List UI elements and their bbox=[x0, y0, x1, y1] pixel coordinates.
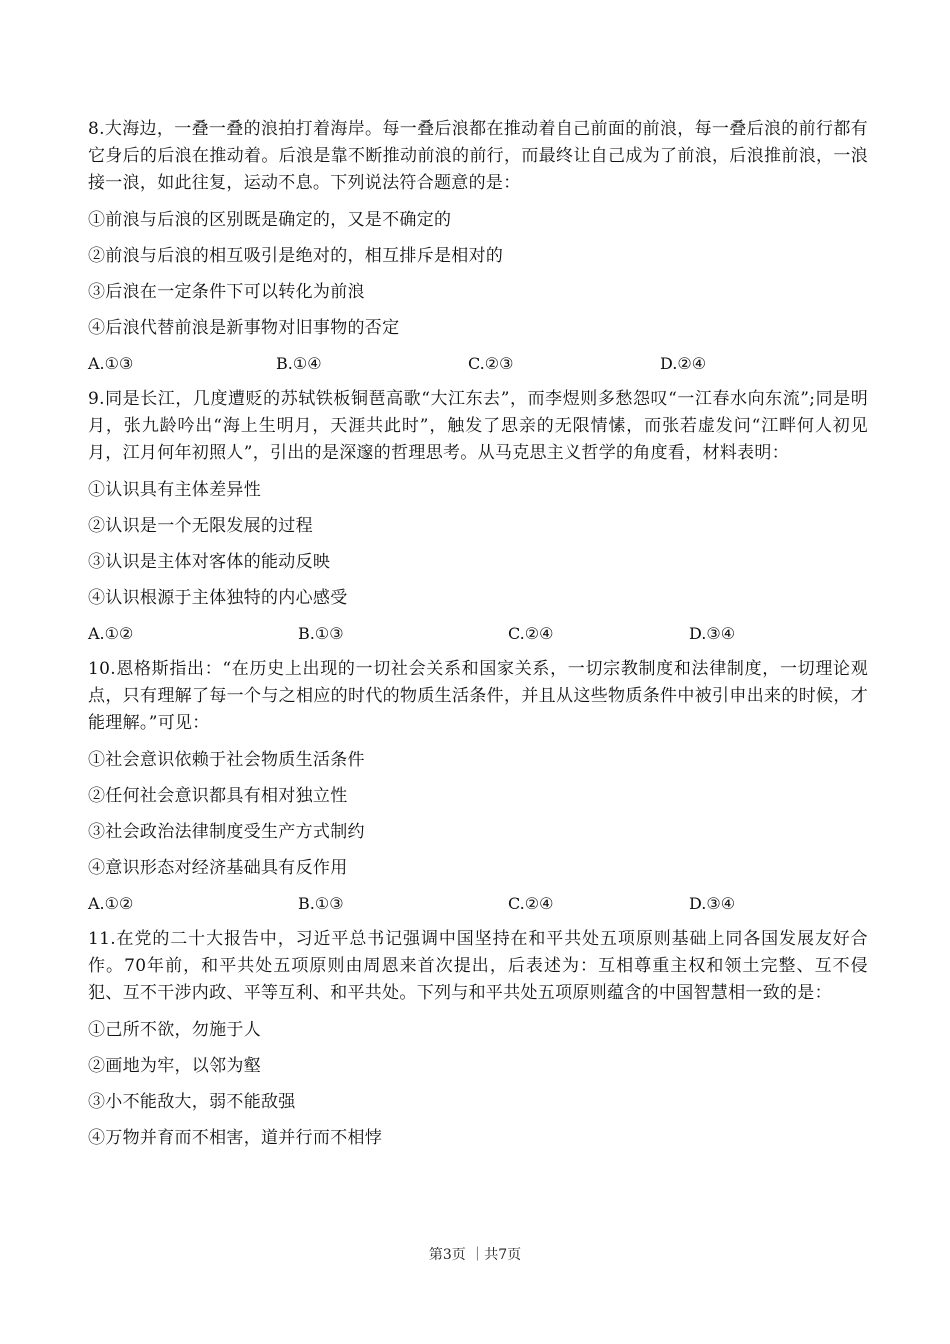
option-statement: ③社会政治法律制度受生产方式制约 bbox=[88, 822, 365, 842]
option-statement: ①前浪与后浪的区别既是确定的，又是不确定的 bbox=[88, 210, 452, 230]
option-statement: ②画地为牢，以邻为壑 bbox=[88, 1056, 261, 1076]
answer-choices bbox=[88, 351, 868, 377]
page-number-footer: 第3页 ｜共7页 bbox=[428, 1247, 522, 1263]
option-statement: ①认识具有主体差异性 bbox=[88, 480, 261, 500]
choice-c: C.②④ bbox=[508, 894, 554, 913]
answer-choices bbox=[88, 891, 868, 917]
choice-a: A.①③ bbox=[88, 354, 134, 373]
option-statement: ③小不能敌大，弱不能敌强 bbox=[88, 1092, 296, 1112]
option-statement: ②前浪与后浪的相互吸引是绝对的，相互排斥是相对的 bbox=[88, 246, 504, 266]
question-11 bbox=[88, 926, 868, 1151]
option-statement: ④后浪代替前浪是新事物对旧事物的否定 bbox=[88, 318, 400, 338]
choice-d: D.③④ bbox=[689, 624, 736, 643]
choice-b: B.①④ bbox=[276, 354, 322, 373]
question-stem: 10.恩格斯指出：“在历史上出现的一切社会关系和国家关系，一切宗教制度和法律制度，一切理论观点，只有理解了每一个与之相应的时代的物质生活条件，并且从这些物质条件中被引申出来的时候，才能理解。”可见： bbox=[88, 659, 868, 733]
option-statement: ①己所不欲，勿施于人 bbox=[88, 1020, 261, 1040]
question-9 bbox=[88, 386, 868, 647]
choice-b: B.①③ bbox=[298, 624, 344, 643]
choice-a: A.①② bbox=[88, 624, 134, 643]
choice-b: B.①③ bbox=[298, 894, 344, 913]
question-8 bbox=[88, 116, 868, 377]
choice-c: C.②④ bbox=[508, 624, 554, 643]
choice-d: D.③④ bbox=[689, 894, 736, 913]
question-stem: 11.在党的二十大报告中，习近平总书记强调中国坚持在和平共处五项原则基础上同各国发展友好合作。70年前，和平共处五项原则由周恩来首次提出，后表述为：互相尊重主权和领土完整、互不侵犯、互不干涉内政、平等互利、和平共处。下列与和平共处五项原则蕴含的中国智慧相一致的是： bbox=[88, 929, 868, 1003]
question-stem: 9.同是长江，几度遭贬的苏轼铁板铜琶高歌“大江东去”，而李煜则多愁怨叹“一江春水向东流”;同是明月，张九龄吟出“海上生明月，天涯共此时”，触发了思亲的无限情愫，而张若虚发问“江畔何人初见月，江月何年初照人”，引出的是深邃的哲理思考。从马克思主义哲学的角度看，材料表明： bbox=[88, 389, 868, 463]
option-statement: ④万物并育而不相害，道并行而不相悖 bbox=[88, 1128, 383, 1148]
question-stem: 8.大海边，一叠一叠的浪拍打着海岸。每一叠后浪都在推动着自己前面的前浪，每一叠后浪的前行都有它身后的后浪在推动着。后浪是靠不断推动前浪的前行，而最终让自己成为了前浪，后浪推前浪，一浪接一浪，如此往复，运动不息。下列说法符合题意的是： bbox=[88, 119, 868, 193]
option-statement: ③认识是主体对客体的能动反映 bbox=[88, 552, 331, 572]
option-statement: ①社会意识依赖于社会物质生活条件 bbox=[88, 750, 365, 770]
choice-a: A.①② bbox=[88, 894, 134, 913]
option-statement: ②任何社会意识都具有相对独立性 bbox=[88, 786, 348, 806]
answer-choices bbox=[88, 621, 868, 647]
option-statement: ④认识根源于主体独特的内心感受 bbox=[88, 588, 348, 608]
option-statement: ③后浪在一定条件下可以转化为前浪 bbox=[88, 282, 365, 302]
question-10 bbox=[88, 656, 868, 917]
page-content bbox=[88, 116, 868, 1161]
choice-c: C.②③ bbox=[468, 354, 514, 373]
option-statement: ②认识是一个无限发展的过程 bbox=[88, 516, 313, 536]
option-statement: ④意识形态对经济基础具有反作用 bbox=[88, 858, 348, 878]
choice-d: D.②④ bbox=[660, 354, 707, 373]
